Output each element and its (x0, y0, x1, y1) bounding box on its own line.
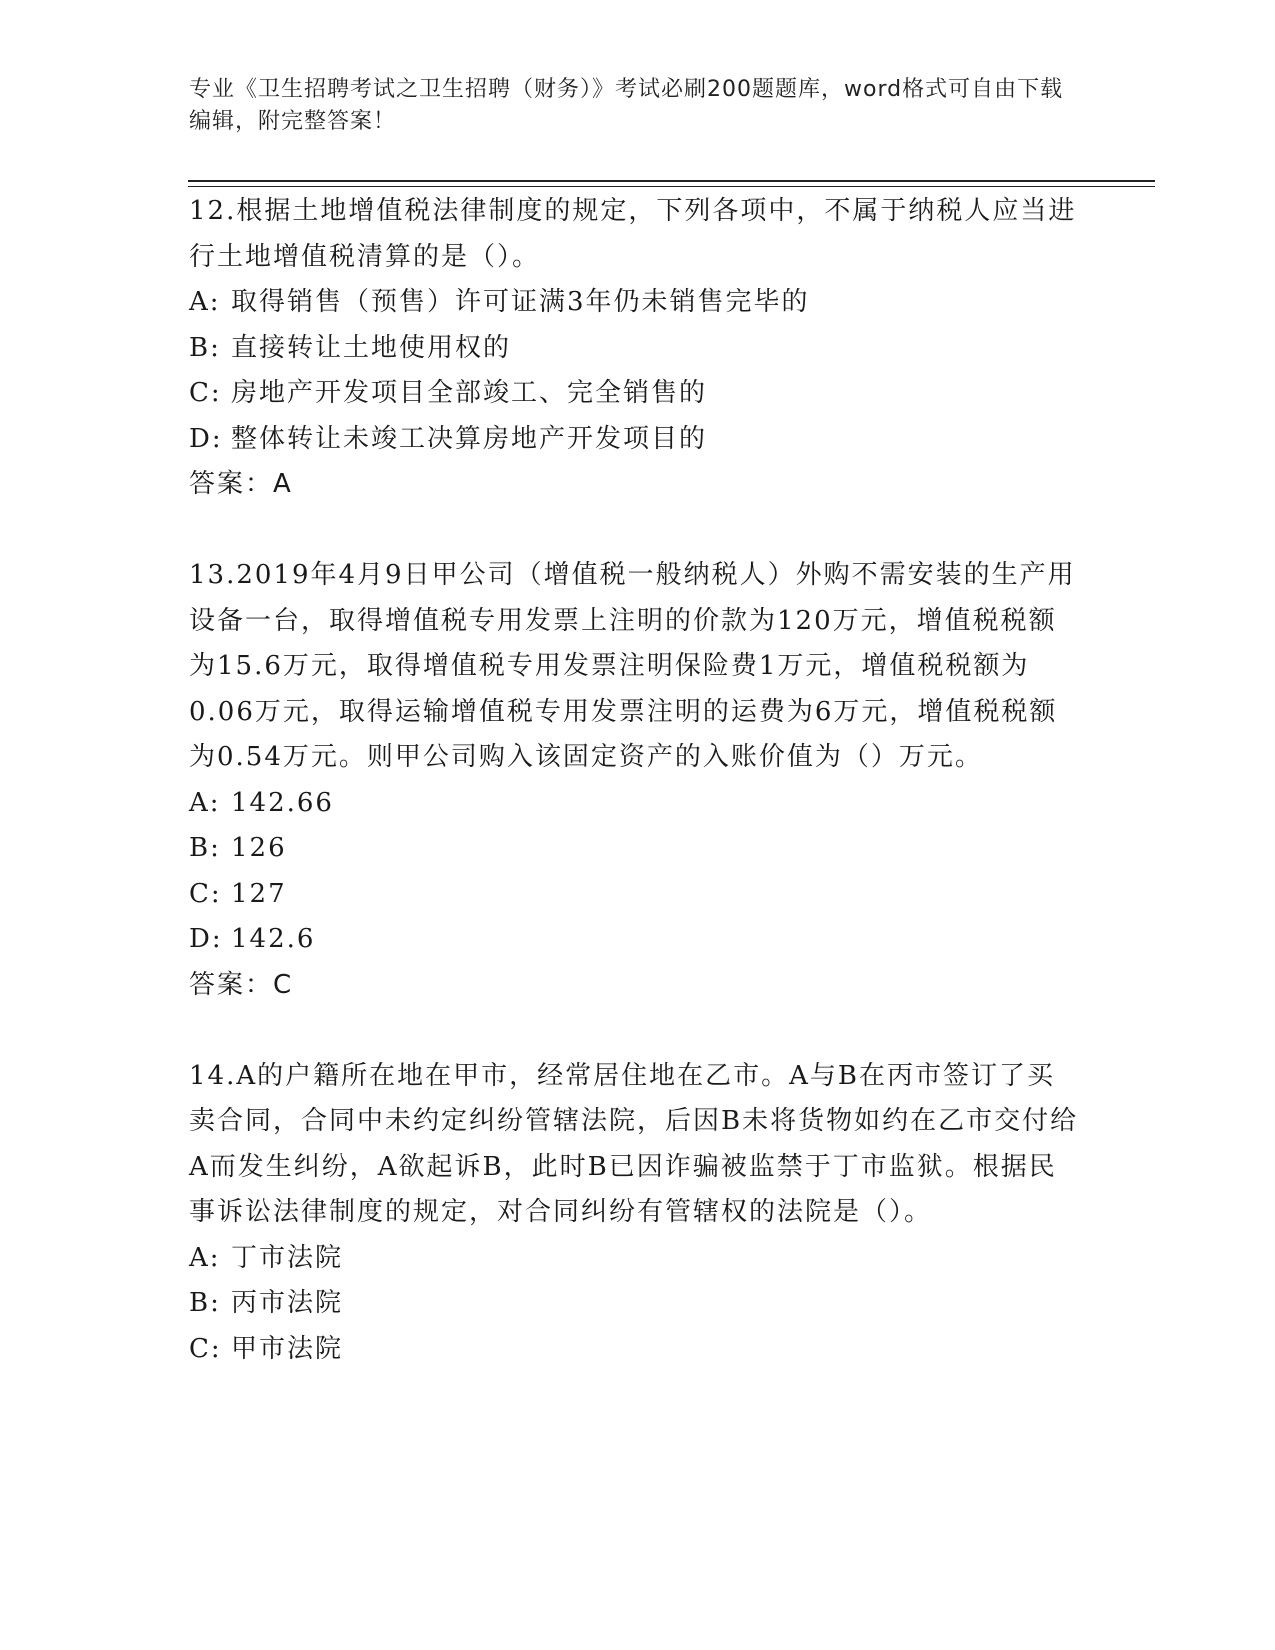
answer-line: 答案：A (189, 469, 293, 499)
option-letter: B: (189, 833, 221, 863)
option-text: 甲市法院 (231, 1333, 344, 1364)
question-list (189, 189, 1079, 1372)
option-c (189, 371, 1079, 417)
option-a (189, 781, 1079, 827)
option-b (189, 826, 1079, 872)
option-letter: B: (189, 332, 221, 363)
option-text: 142.66 (231, 787, 334, 818)
option-letter: B: (189, 1288, 221, 1318)
option-a (189, 1236, 1079, 1282)
option-d (189, 417, 1079, 463)
option-a (189, 280, 1079, 326)
option-b (189, 1281, 1079, 1327)
header-divider-thin (188, 186, 1155, 187)
option-letter: A: (189, 287, 221, 317)
option-text: 丁市法院 (231, 1242, 344, 1273)
header-divider-thick (188, 180, 1155, 182)
option-c (189, 872, 1079, 918)
question-stem: 14.A的户籍所在地在甲市，经常居住地在乙市。A与B在丙市签订了买卖合同，合同中未约定纠纷管辖法院，后因B未将货物如约在乙市交付给A而发生纠纷，A欲起诉B，此时B已因诈骗被监禁于丁市监狱。根据民事诉讼法律制度的规定，对合同纠纷有管辖权的法院是（）。 (189, 1060, 1079, 1227)
option-text: 126 (231, 833, 287, 863)
option-text: 127 (231, 878, 287, 909)
spacer (189, 508, 1079, 554)
option-d (189, 917, 1079, 963)
option-letter: A: (189, 787, 221, 818)
question-stem: 13.2019年4月9日甲公司（增值税一般纳税人）外购不需安装的生产用设备一台，取得增值税专用发票上注明的价款为120万元，增值税税额为15.6万元，取得增值税专用发票注明保险费1万元，增值税税额为0.06万元，取得运输增值税专用发票注明的运费为6万元，增值税税额为0.54万元。则甲公司购入该固定资产的入账价值为（）万元。 (189, 560, 1076, 772)
option-text: 142.6 (231, 924, 316, 954)
document-header: 专业《卫生招聘考试之卫生招聘（财务）》考试必刷200题题库，word格式可自由下载编辑，附完整答案！ (189, 77, 1064, 134)
option-text: 直接转让土地使用权的 (231, 332, 512, 363)
question-stem: 12.根据土地增值税法律制度的规定，下列各项中，不属于纳税人应当进行土地增值税清算的是（）。 (189, 196, 1077, 272)
spacer (189, 1008, 1079, 1054)
option-text: 丙市法院 (231, 1288, 344, 1318)
option-letter: D: (189, 423, 223, 454)
option-b (189, 326, 1079, 372)
question-14 (189, 1054, 1079, 1373)
option-letter: A: (189, 1242, 221, 1273)
option-letter: D: (189, 924, 223, 954)
option-letter: C: (189, 378, 222, 408)
question-12 (189, 189, 1079, 508)
option-text: 取得销售（预售）许可证满3年仍未销售完毕的 (231, 287, 810, 317)
option-letter: C: (189, 1333, 222, 1364)
option-text: 整体转让未竣工决算房地产开发项目的 (231, 423, 708, 454)
option-letter: C: (189, 878, 222, 909)
option-text: 房地产开发项目全部竣工、完全销售的 (231, 378, 708, 408)
option-c (189, 1327, 1079, 1373)
question-13 (189, 553, 1079, 1008)
answer-line: 答案：C (189, 969, 294, 1000)
